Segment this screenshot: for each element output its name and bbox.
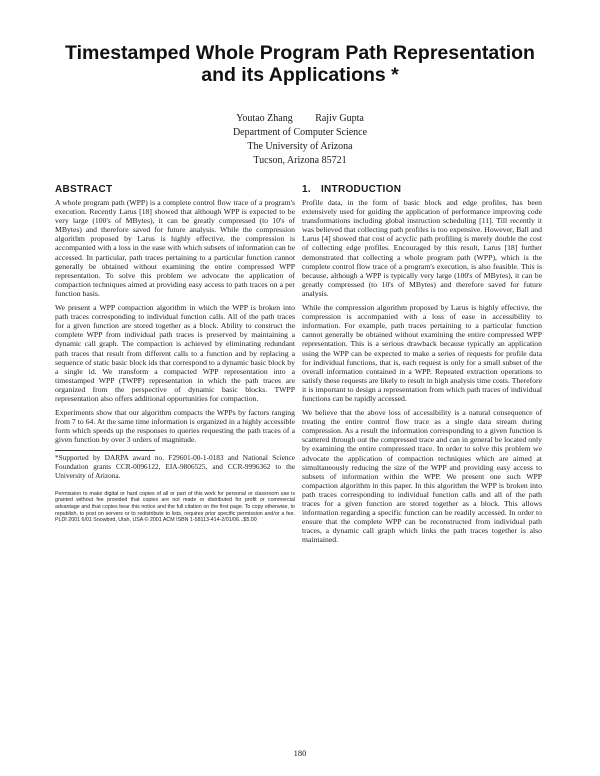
paper-title-line-2: and its Applications * bbox=[201, 64, 399, 86]
author-department: Department of Computer Science bbox=[232, 127, 368, 138]
right-column bbox=[302, 184, 542, 549]
author-location: Tucson, Arizona 85721 bbox=[253, 155, 347, 166]
abstract-paragraph: A whole program path (WPP) is a complete control flow trace of a program's execution. Recently Larus [18] showed that although WPP is expected to be very large (100's of MBytes), it can be greatly compressed (to 10's of MBytes) and therefore saved for future analysis. While the compression algorithm proposed by Larus is highly effective, the compression is accompanied with a loss in the ease with which subsets of information can be accessed. In particular, path traces pertaining to a particular function cannot generally be obtained without examining the entire compressed WPP representation. To solve this problem we advocate the application of compaction techniques aimed at providing easy access to path traces on a per function basis. bbox=[55, 198, 295, 298]
abstract-paragraph: We present a WPP compaction algorithm in which the WPP is broken into path traces corresponding to individual function calls. All of the path traces for a given function are stored together as a block. Ability to construct the complete WPP from individual path traces is preserved by maintaining a dynamic call graph. The compaction is achieved by eliminating redundant path traces that result from different calls to a function and by replacing a sequence of static basic block ids that correspond to a dynamic basic block by a single id. We transform a compacted WPP representation into a timestamped WPP (TWPP) representation in which the path traces are organized from the perspective of dynamic basic blocks. TWPP representation also offers additional opportunities for compaction. bbox=[55, 303, 295, 403]
introduction-paragraph: While the compression algorithm proposed by Larus is highly effective, the compression is accompanied with a loss of ease in accessibility to information. For example, path traces pertaining to a particular function cannot generally be obtained without examining the entire compressed WPP representation. This is a serious drawback because typically an application using the WPP can be expected to make a series of requests for profile data for individual functions, that is, each request is only for a small subset of the overall information contained in a WPP. Repeated extraction operations to satisfy these requests are likely to result in high analysis time costs. Therefore it is important to design a representation from which path traces of individual functions can be rapidly accessed. bbox=[302, 303, 542, 403]
author-university: The University of Arizona bbox=[247, 141, 353, 152]
author-names bbox=[0, 112, 600, 126]
introduction-paragraph: We believe that the above loss of accessibility is a natural consequence of treating the entire control flow trace as a single data stream during compression. As a result the information corresponding to a given function is scattered through out the compressed trace and can in general be located only by examining the entire compressed trace. In order to solve this problem we advocate the application of compaction techniques which are aimed at simultaneously reducing the size of the WPP and providing easy access to subsets of information within the WPP. We present one such WPP compaction algorithm in this paper. In this algorithm the WPP is broken into path traces corresponding to individual function calls and all of the path traces for a given function are stored together as a block. This allows information regarding a specific function can be readily accessed. In order to ensure that the complete WPP can be reconstructed from individual path traces, a dynamic call graph which links the path traces together is also maintained. bbox=[302, 408, 542, 545]
introduction-heading bbox=[302, 184, 542, 196]
abstract-paragraph: Experiments show that our algorithm compacts the WPPs by factors ranging from 7 to 64. At the same time information is organized in a highly accessible form which speeds up the responses to queries requesting the path traces of a given function by over 3 orders of magnitude. bbox=[55, 408, 295, 445]
left-column bbox=[55, 184, 295, 524]
copyright-permission-notice: Permission to make digital or hard copies of all or part of this work for personal or classroom use is granted without fee provided that copies are not made or distributed for profit or commercial advantage and that copies bear this notice and the full citation on the first page. To copy otherwise, to republish, to post on servers or to redistribute to lists, requires prior specific permission and/or a fee. PLDI 2001 6/01 Snowbird, Utah, USA © 2001 ACM ISBN 1-58113-414-2/01/06...$5.00 bbox=[55, 490, 295, 524]
page-number: 180 bbox=[293, 748, 307, 758]
introduction-paragraph: Profile data, in the form of basic block and edge profiles, has been extensively used for guiding the application of performance improving code transformations including global instruction scheduling [11]. Till recently it was believed that collecting path profiles is too expensive. However, Ball and Larus [4] showed that cost of acyclic path profiling is merely double the cost of collecting edge profiles. Encouraged by this result, Larus [18] further demonstrated that collecting a whole program path (WPP), which is the complete control flow trace of a program's execution, is also feasible. This is because, although a WPP is typically very large (100's of MBytes), it can be greatly compressed (to 10's of MBytes) and therefore saved for future analysis. bbox=[302, 198, 542, 298]
author-name: Youtao Zhang bbox=[236, 113, 293, 124]
section-number: 1. bbox=[302, 184, 311, 195]
footnote-divider bbox=[55, 450, 155, 451]
paper-title-line-1: Timestamped Whole Program Path Representation bbox=[65, 42, 535, 64]
funding-footnote: *Supported by DARPA award no. F29601-00-1-0183 and National Science Foundation grants CCR-0096122, EIA-9806525, and CCR-9996362 to the University of Arizona. bbox=[55, 453, 295, 481]
section-title: INTRODUCTION bbox=[320, 184, 402, 195]
abstract-heading: ABSTRACT bbox=[55, 184, 113, 195]
author-name: Rajiv Gupta bbox=[315, 113, 364, 124]
author-block bbox=[0, 112, 600, 168]
